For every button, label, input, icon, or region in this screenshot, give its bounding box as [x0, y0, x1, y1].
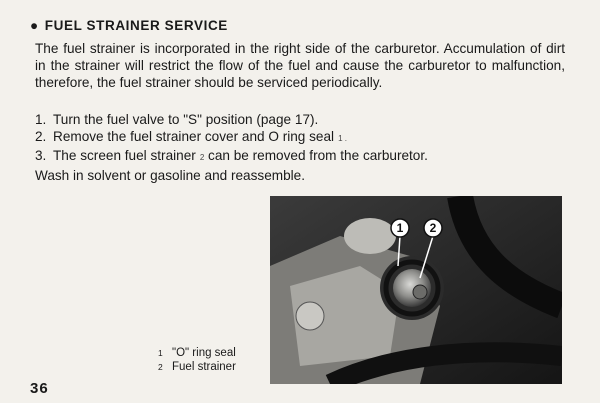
step-2	[35, 128, 575, 147]
caption-number: 2	[158, 362, 163, 372]
procedure-steps	[35, 111, 575, 184]
step-number: 1.	[35, 112, 47, 127]
strainer-center	[413, 285, 427, 299]
step-reference: 1 .	[338, 134, 347, 144]
caption-row	[158, 360, 236, 374]
step-text: The screen fuel strainer	[53, 148, 196, 164]
step-text: Turn the fuel valve to "S" position (page 17).	[53, 112, 319, 127]
caption-row	[158, 346, 236, 360]
intro-paragraph: The fuel strainer is incorporated in the right side of the carburetor. Accumulation of dirt in the strainer will restrict the flow of the fuel and cause the carburetor to malfunction, therefore, the fuel strainer should be serviced periodically.	[35, 41, 565, 91]
page-number: 36	[30, 380, 49, 397]
closing-line: Wash in solvent or gasoline and reassemble.	[35, 167, 306, 183]
caption-label: Fuel strainer	[172, 361, 236, 373]
caption-label: "O" ring seal	[172, 347, 236, 359]
callout-label-2: 2	[429, 221, 437, 235]
carburetor-illustration	[270, 196, 562, 384]
section-title: FUEL STRAINER SERVICE	[44, 18, 228, 33]
step-1	[35, 111, 575, 128]
step-text-continued: can be removed from the carburetor.	[208, 148, 428, 164]
heading-bullet: ●	[30, 18, 39, 33]
step-number: 3.	[35, 148, 47, 164]
step-reference: 2	[199, 153, 205, 163]
caption-number: 1	[158, 348, 163, 358]
carburetor-photo	[270, 196, 562, 384]
section-heading	[30, 18, 228, 33]
top-fitting	[344, 218, 396, 254]
step-number: 2.	[35, 129, 47, 145]
side-bolt	[296, 302, 324, 330]
callout-label-1: 1	[396, 221, 404, 235]
step-text: Remove the fuel strainer cover and O ring seal	[53, 129, 335, 145]
figure-captions	[158, 346, 236, 374]
step-3	[35, 147, 575, 166]
